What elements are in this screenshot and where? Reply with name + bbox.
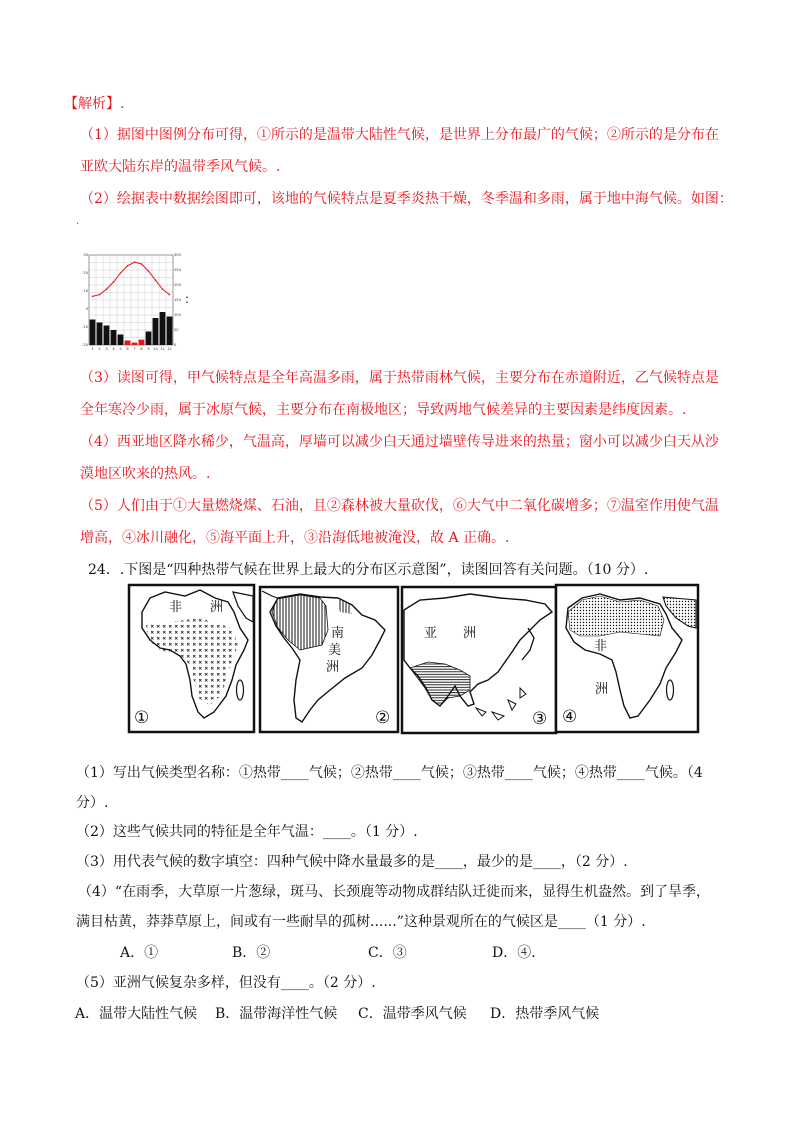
temp-tick-label: 10 (83, 289, 88, 294)
map-number: ③ (532, 709, 548, 729)
temperature-point (106, 288, 108, 290)
month-tick-label: 11 (160, 347, 165, 351)
temp-tick-label: 30 (83, 253, 88, 258)
temp-tick-label: 20 (83, 271, 88, 276)
analysis-line: （4）西亚地区降水稀少，气温高，厚墙可以减少白天通过墙壁传导进来的热量；窗小可以减少白天从沙 (80, 434, 719, 450)
precip-tick-label: 200 (174, 283, 181, 288)
month-tick-label: 7 (133, 347, 136, 351)
month-tick-label: 12 (167, 347, 172, 351)
month-tick-label: 3 (105, 347, 108, 351)
map-label: 亚 (424, 626, 438, 641)
temperature-point (120, 272, 122, 274)
precipitation-bar (118, 335, 124, 346)
option-a: A．温带大陆性气候 (75, 1006, 198, 1022)
analysis-line: （2）绘据表中数据绘图即可，该地的气候特点是夏季炎热干燥，冬季温和多雨，属于地中海气候。如图： (80, 191, 733, 207)
precipitation-bar (132, 343, 138, 345)
precipitation-bar (90, 320, 96, 346)
temp-tick-label: 0 (85, 307, 88, 312)
month-tick-label: 4 (112, 347, 115, 351)
analysis-line: 漠地区吹来的热风。. (80, 466, 211, 482)
climate-maps-figure (120, 578, 705, 740)
question-line: 满目枯黄，莽莽草原上，间或有一些耐旱的孤树......”这种景观所在的气候区是____（1 分）. (76, 914, 646, 930)
precipitation-bar (167, 317, 173, 346)
option-b: B．② (232, 945, 271, 961)
precipitation-bar (153, 318, 159, 345)
map-label: 美 (328, 643, 342, 658)
precip-tick-label: 300 (174, 253, 181, 258)
precip-tick-label: 50 (174, 328, 179, 333)
precipitation-bar (125, 341, 131, 346)
analysis-line: （1）据图中图例分布可得，①所示的是温带大陆性气候，是世界上分布最广的气候；②所示的是分布在 (80, 127, 719, 143)
map-label: 洲 (210, 600, 224, 615)
option-d: D．热带季风气候 (490, 1006, 600, 1022)
paragraph-mark: . (76, 216, 80, 227)
map-label: 南 (331, 626, 345, 641)
month-tick-label: 5 (119, 347, 122, 351)
temperature-point (134, 261, 136, 263)
analysis-heading: 【解析】. (64, 96, 125, 112)
map-panel-2 (260, 587, 398, 732)
option-c: C．③ (368, 945, 407, 961)
option-d: D．④. (492, 945, 536, 961)
temperature-point (148, 270, 150, 272)
analysis-line: （3）读图可得，甲气候特点是全年高温多雨，属于热带雨林气候，主要分布在赤道附近，乙气候特点是 (80, 370, 719, 386)
map-label: 非 (594, 639, 608, 654)
analysis-line: （5）人们由于①大量燃烧煤、石油，且②森林被大量砍伐，⑥大气中二氧化碳增多；⑦温室作用使气温 (80, 498, 719, 514)
precipitation-bar (111, 330, 117, 345)
temperature-point (99, 294, 101, 296)
option-b: B．温带海洋性气候 (215, 1006, 338, 1022)
climate-chart (80, 248, 182, 358)
map-number: ② (375, 708, 391, 728)
option-c: C．温带季风气候 (358, 1006, 467, 1022)
figure-mark: : (185, 292, 190, 306)
question-line: （2）这些气候共同的特征是全年气温：____。（1 分）. (76, 824, 418, 840)
map-label: 洲 (595, 682, 609, 697)
analysis-line: 亚欧大陆东岸的温带季风气候。. (80, 159, 281, 175)
map-panel-1 (129, 585, 254, 732)
option-a: A．① (120, 945, 159, 961)
temperature-point (162, 288, 164, 290)
temperature-point (92, 296, 94, 298)
analysis-line: 增高，④冰川融化，⑤海平面上升，③沿海低地被淹没，故 A 正确。. (80, 530, 510, 546)
month-tick-label: 8 (140, 347, 143, 351)
precipitation-bar (146, 332, 152, 346)
map-number: ④ (562, 707, 578, 727)
month-tick-label: 6 (126, 347, 129, 351)
precip-tick-label: 250 (174, 268, 181, 273)
temperature-point (113, 281, 115, 283)
madagascar-outline (667, 680, 674, 700)
question-stem: 24．.下图是“四种热带气候在世界上最大的分布区示意图”，读图回答有关问题。（10 分）. (88, 562, 649, 578)
temperature-point (155, 279, 157, 281)
month-tick-label: 2 (98, 347, 101, 351)
map-number: ① (134, 708, 150, 728)
map-panel-3 (402, 587, 556, 733)
analysis-line: 全年寒冷少雨，属于冰原气候，主要分布在南极地区；导致两地气候差异的主要因素是纬度因素。. (80, 402, 687, 418)
question-line: （3）用代表气候的数字填空：四种气候中降水量最多的是____，最少的是____，（2 分）. (76, 854, 628, 870)
map-label: 洲 (463, 626, 477, 641)
temperature-point (141, 263, 143, 265)
month-tick-label: 9 (147, 347, 150, 351)
madagascar-outline (237, 680, 244, 700)
temperature-point (169, 294, 171, 296)
temperature-point (127, 265, 129, 267)
question-line: 分）. (76, 795, 109, 811)
precipitation-bar (160, 312, 166, 345)
temp-tick-label: -10 (82, 325, 88, 330)
precip-tick-label: 150 (174, 298, 181, 303)
month-tick-label: 10 (153, 347, 158, 351)
map-label: 洲 (326, 660, 340, 675)
precipitation-bar (104, 326, 110, 346)
map-panel-4 (556, 585, 698, 732)
precip-tick-label: 100 (174, 313, 181, 318)
question-line: （1）写出气候类型名称：①热带____气候；②热带____气候；③热带____气候；④热带____气候。（4 (76, 765, 703, 781)
precipitation-bar (97, 323, 103, 346)
map-label: 非 (169, 600, 183, 615)
precip-tick-label: 0 (174, 343, 177, 348)
question-line: （5）亚洲气候复杂多样，但没有____。（2 分）. (76, 975, 376, 991)
temp-tick-label: -20 (82, 343, 88, 348)
month-tick-label: 1 (91, 347, 94, 351)
precipitation-bar (139, 340, 145, 345)
question-line: （4）“在雨季，大草原一片葱绿，斑马、长颈鹿等动物成群结队迁徙而来，显得生机盎然。到了旱季， (78, 884, 711, 900)
